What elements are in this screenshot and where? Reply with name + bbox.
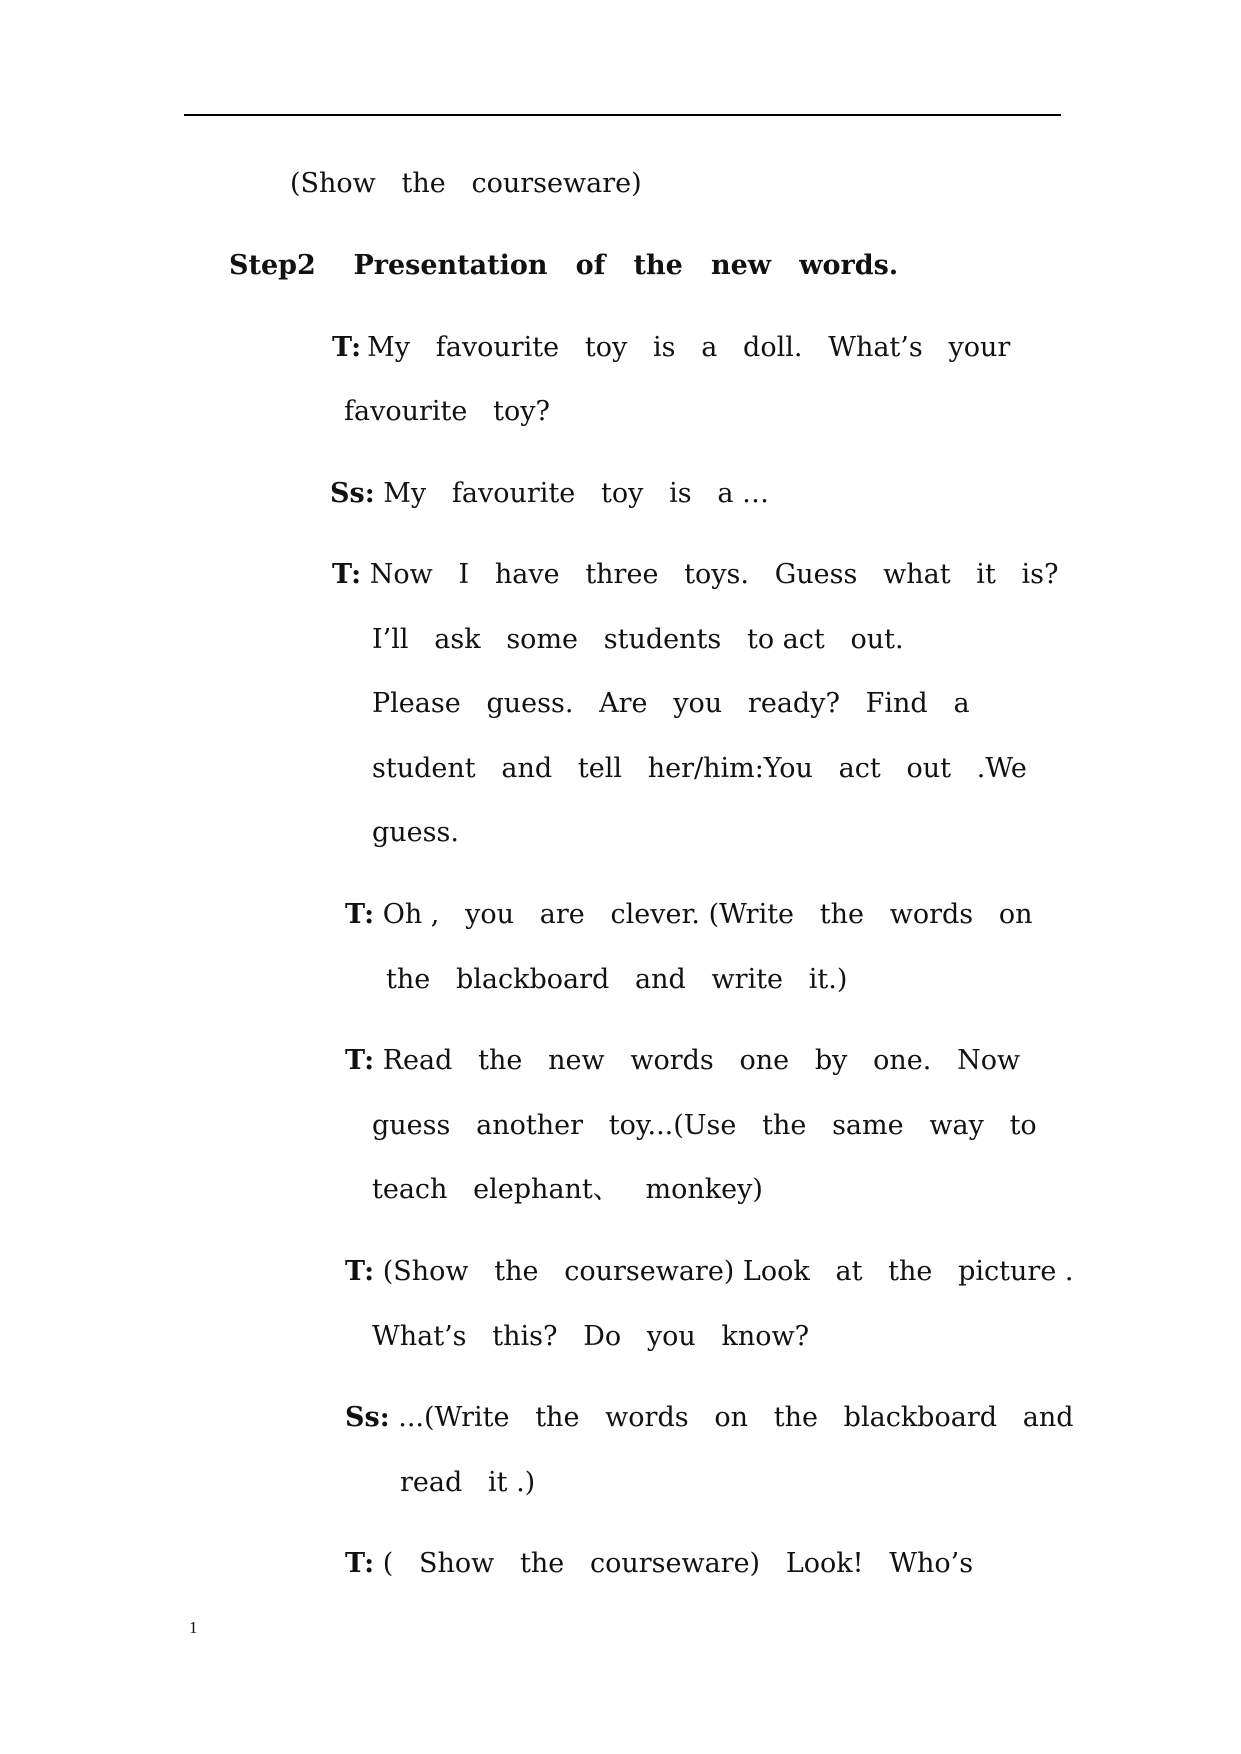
speaker-label: T: (345, 1256, 375, 1287)
speaker-label: T: (332, 559, 362, 590)
line-text: Please guess. Are you ready? Find a (372, 688, 970, 719)
dialogue-line-3c (372, 686, 970, 722)
line-text: (Show the courseware) Look at the picture . (382, 1256, 1074, 1287)
line-text: What’s this? Do you know? (372, 1321, 810, 1352)
dialogue-line-4b (386, 962, 847, 998)
line-text: teach elephant、 monkey) (372, 1174, 763, 1205)
line-text: read it .) (400, 1467, 536, 1498)
line-text: I’ll ask some students to act out. (372, 624, 904, 655)
dialogue-line-3 (332, 557, 1059, 593)
line-text: My favourite toy is a doll. What’s your (367, 332, 1011, 363)
line-text: Oh , you are clever. (Write the words on (382, 899, 1033, 930)
speaker-label: T: (345, 1045, 375, 1076)
dialogue-line-3b (372, 622, 904, 658)
dialogue-line-4 (345, 897, 1033, 933)
dialogue-line-8 (345, 1546, 973, 1582)
page-number: 1 (189, 1618, 198, 1637)
line-text: ( Show the courseware) Look! Who’s (382, 1548, 974, 1579)
dialogue-line-6b (372, 1319, 809, 1355)
speaker-label: T: (345, 1548, 375, 1579)
text-line-1 (290, 166, 642, 202)
speaker-label: T: (345, 899, 375, 930)
header-rule (184, 114, 1061, 116)
step-title: Presentation of the new words. (353, 250, 899, 281)
dialogue-line-7 (345, 1400, 1074, 1436)
line-text: guess. (372, 817, 459, 848)
line-text: ...(Write the words on the blackboard and (398, 1402, 1074, 1433)
dialogue-line-3d (372, 751, 1027, 787)
step-label: Step2 (229, 250, 316, 281)
dialogue-line-7b (400, 1465, 535, 1501)
speaker-label: Ss: (330, 478, 375, 509)
dialogue-line-5b (372, 1108, 1037, 1144)
line-text: My favourite toy is a … (383, 478, 770, 509)
speaker-label: T: (332, 332, 362, 363)
line-text: student and tell her/him:You act out .We (372, 753, 1027, 784)
dialogue-line-1 (332, 330, 1051, 366)
line-text: the blackboard and write it.) (386, 964, 848, 995)
line-text: (Show the courseware) (290, 168, 642, 199)
line-text: guess another toy...(Use the same way to (372, 1110, 1037, 1141)
dialogue-line-2 (330, 476, 769, 512)
dialogue-line-3e (372, 815, 459, 851)
dialogue-line-1b (344, 394, 550, 430)
line-text: favourite toy? (344, 396, 550, 427)
step-heading (229, 248, 898, 284)
dialogue-line-5 (345, 1043, 1020, 1079)
line-text: Now I have three toys. Guess what it is? (369, 559, 1059, 590)
speaker-label: Ss: (345, 1402, 390, 1433)
line-text: Read the new words one by one. Now (382, 1045, 1021, 1076)
dialogue-line-6 (345, 1254, 1073, 1290)
dialogue-line-5c (372, 1172, 763, 1208)
